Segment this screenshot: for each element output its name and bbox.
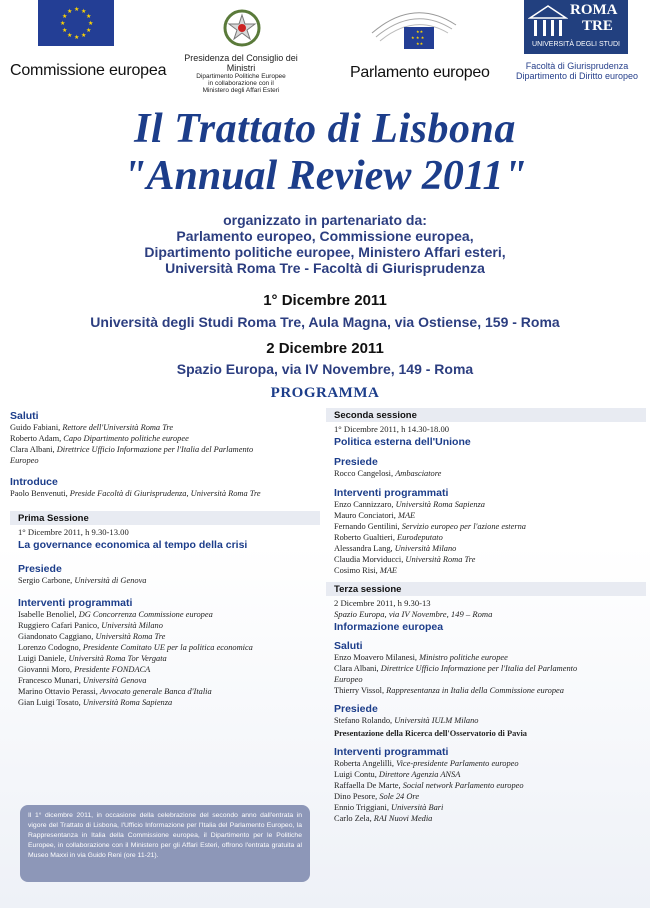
speaker-name: Luigi Daniele, [18, 654, 69, 663]
tre-text: TRE [582, 18, 613, 34]
presidenza-line3: in collaborazione con il [208, 80, 274, 87]
speaker-role: Università di Genova [74, 576, 147, 585]
roma-tre-logo-icon [524, 0, 628, 54]
speaker-role: Direttrice Ufficio Informazione per l'Italia del Parlamento [56, 445, 254, 454]
speaker-name: Clara Albani, [334, 664, 381, 673]
presentazione-text: Presentazione della Ricerca dell'Osservatorio di Pavia [334, 729, 527, 738]
list-item [334, 554, 646, 565]
svg-text:★: ★ [74, 6, 80, 13]
speaker-name: Gian Luigi Tosato, [18, 698, 83, 707]
svg-text:★: ★ [74, 34, 80, 41]
introduce-heading: Introduce [10, 476, 58, 488]
speaker-role: Vice-presidente Parlamento europeo [396, 759, 519, 768]
seconda-sessione-band: Seconda sessione [326, 408, 646, 422]
main-title: Il Trattato di Lisbona [134, 106, 516, 152]
list-item [334, 758, 646, 769]
speaker-name: Raffaella De Marte, [334, 781, 403, 790]
facolta-text: Facoltà di Giurisprudenza [525, 61, 629, 71]
speaker-name: Ruggiero Cafari Panico, [18, 621, 102, 630]
dipartimento-text: Dipartimento di Diritto europeo [515, 71, 639, 81]
interventi-heading: Interventi programmati [334, 746, 449, 758]
list-item [10, 444, 320, 455]
roma-text: ROMA [570, 2, 618, 18]
list-item [334, 674, 646, 685]
svg-text:★: ★ [86, 13, 92, 20]
date-day2: 2 Dicembre 2011 [266, 340, 384, 357]
speaker-name: Lorenzo Codogno, [18, 643, 83, 652]
prima-topic: La governance economica al tempo della crisi [18, 539, 248, 551]
organizers-line4: Università Roma Tre - Facoltà di Giurisprudenza [165, 260, 485, 276]
italian-emblem-icon [220, 6, 264, 50]
presiede-heading: Presiede [334, 456, 378, 468]
presidenza-line2: Dipartimento Politiche Europee [196, 73, 286, 80]
speaker-name: Enzo Moavero Milanesi, [334, 653, 420, 662]
roma-tre-subtitle [508, 61, 646, 81]
speaker-name: Fernando Gentilini, [334, 522, 402, 531]
speaker-role: Università Roma Sapienza [82, 698, 173, 707]
svg-text:★: ★ [86, 27, 92, 34]
list-item [334, 715, 646, 726]
speaker-role: Rettore dell'Università Roma Tre [62, 423, 174, 432]
list-item [18, 697, 320, 708]
interventi-list [10, 609, 320, 708]
speaker-role: Ministro politiche europee [419, 653, 508, 662]
organizers-line2: Parlamento europeo, Commissione europea, [176, 228, 474, 244]
programma-heading: PROGRAMMA [270, 385, 380, 401]
speaker-role: Università Genova [82, 676, 147, 685]
list-item [10, 433, 320, 444]
interventi-heading: Interventi programmati [18, 597, 133, 609]
list-item [18, 686, 320, 697]
speaker-role: RAI Nuovi Media [373, 814, 433, 823]
speaker-role: Sole 24 Ore [379, 792, 420, 801]
presidenza-line1: Presidenza del Consiglio dei Ministri [184, 53, 298, 73]
eu-flag-icon [38, 0, 114, 46]
speaker-name: Paolo Benvenuti, [10, 489, 70, 498]
speaker-role: Social network Parlamento europeo [402, 781, 524, 790]
svg-text:★: ★ [62, 13, 68, 20]
speaker-role: Servizio europeo per l'azione esterna [401, 522, 526, 531]
speaker-role: Eurodeputato [397, 533, 443, 542]
speaker-role: Rappresentanza in Italia della Commissione europea [386, 686, 564, 695]
speaker-name: Ennio Triggiani, [334, 803, 392, 812]
speaker-role: Università Roma Tor Vergata [68, 654, 167, 663]
svg-text:★★: ★★ [416, 41, 424, 46]
speaker-role: Direttrice Ufficio Informazione per l'Italia del Parlamento [380, 664, 578, 673]
terza-block [326, 598, 646, 824]
speaker-role: Preside Facoltà di Giurisprudenza, Università Roma Tre [69, 489, 261, 498]
list-item [18, 675, 320, 686]
left-column [10, 408, 320, 708]
speaker-name: Giandonato Caggiano, [18, 632, 96, 641]
speaker-name: Carlo Zela, [334, 814, 374, 823]
list-item [334, 813, 646, 824]
list-item [334, 510, 646, 521]
speaker-role: Università Milano [394, 544, 457, 553]
speaker-role: Università Roma Sapienza [395, 500, 485, 509]
seconda-topic: Politica esterna dell'Unione [334, 436, 471, 448]
main-subtitle: "Annual Review 2011" [123, 153, 527, 199]
organizers-line1: organizzato in partenariato da: [223, 212, 427, 228]
speaker-name: Thierry Vissol, [334, 686, 387, 695]
speaker-name: Mauro Conciatori, [334, 511, 398, 520]
speaker-name: Cosimo Risi, [334, 566, 380, 575]
list-item [10, 455, 320, 466]
speaker-name: Luigi Contu, [334, 770, 379, 779]
saluti-heading: Saluti [334, 640, 363, 652]
seconda-block [326, 424, 646, 576]
list-item [334, 565, 646, 576]
list-item [10, 575, 320, 586]
list-item [334, 802, 646, 813]
speaker-name: Sergio Carbone, [18, 576, 75, 585]
terza-sessione-band: Terza sessione [326, 582, 646, 596]
commissione-caption: Commissione europea [10, 62, 167, 79]
list-item [334, 663, 646, 674]
speaker-role: DG Concorrenza Commissione europea [78, 610, 213, 619]
presiede-heading: Presiede [18, 563, 62, 575]
speaker-role: Università Roma Tre [405, 555, 476, 564]
list-item [18, 631, 320, 642]
speaker-role: Università Milano [101, 621, 163, 630]
speaker-role: MAE [397, 511, 416, 520]
list-item [334, 532, 646, 543]
speaker-role: Europeo [334, 675, 363, 684]
seconda-time: 1° Dicembre 2011, h 14.30-18.00 [334, 424, 450, 434]
speaker-role: Presidente Comitato UE per la politica economica [82, 643, 253, 652]
organizers-line3: Dipartimento politiche europee, Ministero Affari esteri, [144, 244, 506, 260]
speaker-role: Direttore Agenzia ANSA [378, 770, 461, 779]
organizers-block [0, 212, 650, 276]
museum-notice-box: Il 1° dicembre 2011, in occasione della celebrazione del secondo anno dall'entrata in vigore del Trattato di Lisbona, l'Ufficio Informazione per l'Italia del Parlamento Europeo, la Rappresentanza in Italia della Commissione europea, il Dipartimento per le Politiche Europee, in collaborazione con il Ministero per gli Affari Esteri, offrono l'entrata gratuita al Museo Maxxi in via Guido Reni (ore 11-21). [20, 805, 310, 882]
parlamento-caption: Parlamento europeo [350, 64, 490, 81]
list-item [334, 499, 646, 510]
speaker-role: Europeo [10, 456, 39, 465]
svg-text:★: ★ [67, 8, 73, 15]
speaker-name: Stefano Rolando, [334, 716, 395, 725]
list-item [10, 422, 320, 433]
speaker-role: Ambasciatore [395, 469, 442, 478]
presidenza-caption [170, 53, 312, 94]
svg-text:★: ★ [67, 32, 73, 39]
terza-topic: Informazione europea [334, 621, 444, 633]
list-item [18, 620, 320, 631]
speaker-name: Guido Fabiani, [10, 423, 63, 432]
terza-place: Spazio Europa, via IV Novembre, 149 – Roma [334, 609, 493, 619]
speaker-name: Roberta Angelilli, [334, 759, 397, 768]
speaker-role: Università Roma Tre [95, 632, 166, 641]
speaker-name: Alessandra Lang, [334, 544, 395, 553]
speaker-role: Università IULM Milano [394, 716, 479, 725]
terza-time: 2 Dicembre 2011, h 9.30-13 [334, 598, 431, 608]
list-item [334, 543, 646, 554]
list-item [10, 488, 320, 499]
list-item [334, 468, 646, 479]
list-item [334, 769, 646, 780]
interventi-heading: Interventi programmati [334, 487, 449, 499]
prima-sessione-band: Prima Sessione [10, 511, 320, 525]
list-item [334, 685, 646, 696]
universita-text: UNIVERSITÀ DEGLI STUDI [532, 41, 620, 48]
svg-text:★ ★ ★: ★ ★ ★ [411, 35, 425, 40]
speaker-role: MAE [379, 566, 398, 575]
saluti-heading: Saluti [10, 410, 39, 422]
presidenza-line4: Ministero degli Affari Esteri [202, 87, 280, 94]
speaker-role: Avvocato generale Banca d'Italia [99, 687, 212, 696]
speaker-name: Rocco Cangelosi, [334, 469, 396, 478]
speaker-name: Roberto Adam, [10, 434, 64, 443]
speaker-name: Dino Pesore, [334, 792, 380, 801]
list-item [18, 653, 320, 664]
speaker-name: Clara Albani, [10, 445, 57, 454]
speaker-name: Roberto Gualtieri, [334, 533, 398, 542]
right-column [326, 408, 646, 824]
venue-day1: Università degli Studi Roma Tre, Aula Magna, via Ostiense, 159 - Roma [90, 314, 560, 330]
svg-text:★: ★ [88, 20, 94, 27]
svg-text:★: ★ [81, 8, 87, 15]
speaker-name: Giovanni Moro, [18, 665, 75, 674]
list-item [334, 791, 646, 802]
date-day1: 1° Dicembre 2011 [263, 292, 387, 309]
prima-time: 1° Dicembre 2011, h 9.30-13.00 [18, 527, 129, 537]
presiede-heading: Presiede [334, 703, 378, 715]
speaker-name: Isabelle Benoliel, [18, 610, 79, 619]
list-item [334, 780, 646, 791]
list-item [18, 609, 320, 620]
speaker-name: Enzo Cannizzaro, [334, 500, 396, 509]
svg-text:★★: ★★ [416, 29, 424, 34]
list-item [334, 521, 646, 532]
speaker-role: Capo Dipartimento politiche europee [63, 434, 189, 443]
list-item [334, 652, 646, 663]
venue-day2: Spazio Europa, via IV Novembre, 149 - Roma [176, 361, 474, 377]
speaker-role: Università Bari [391, 803, 444, 812]
speaker-name: Claudia Morviducci, [334, 555, 406, 564]
list-item [18, 642, 320, 653]
list-item [18, 664, 320, 675]
speaker-role: Presidente FONDACA [74, 665, 151, 674]
speaker-name: Marino Ottavio Perassi, [18, 687, 100, 696]
speaker-name: Francesco Munari, [18, 676, 83, 685]
parliament-building-icon [368, 3, 460, 55]
svg-text:★: ★ [60, 20, 66, 27]
svg-text:★: ★ [62, 27, 68, 34]
svg-text:★: ★ [81, 32, 87, 39]
